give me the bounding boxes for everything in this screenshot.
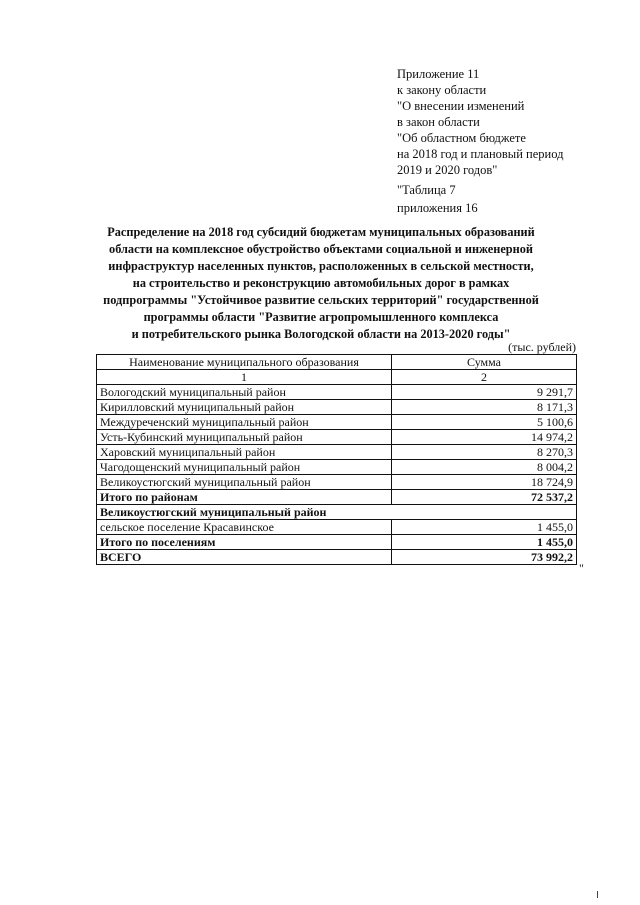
table-row — [97, 475, 577, 490]
row-name: Харовский муниципальный район — [97, 445, 392, 460]
title-line: на строительство и реконструкцию автомобильных дорог в рамках — [132, 276, 510, 290]
table-row — [97, 400, 577, 415]
appendix-line: Приложение 11 — [397, 67, 480, 81]
row-sum: 14 974,2 — [392, 430, 577, 445]
appendix-line: "Об областном бюджете — [397, 131, 526, 145]
row-sum: 1 455,0 — [392, 520, 577, 535]
row-sum: 72 537,2 — [392, 490, 577, 505]
title-line: подпрограммы "Устойчивое развитие сельских территорий" государственной — [103, 293, 539, 307]
row-name: Вологодский муниципальный район — [97, 385, 392, 400]
row-sum: 18 724,9 — [392, 475, 577, 490]
row-sum: 9 291,7 — [392, 385, 577, 400]
row-name: Великоустюгский муниципальный район — [97, 475, 392, 490]
grand-total-label: ВСЕГО — [97, 550, 392, 565]
header-number-2: 2 — [392, 370, 577, 385]
row-name: Итого по районам — [97, 490, 392, 505]
table-row — [97, 520, 577, 535]
districts-total-row — [97, 490, 577, 505]
settlements-total-row — [97, 535, 577, 550]
row-sum: 8 171,3 — [392, 400, 577, 415]
section-header: Великоустюгский муниципальный район — [97, 505, 577, 520]
table-row — [97, 460, 577, 475]
row-name: Междуреченский муниципальный район — [97, 415, 392, 430]
row-sum: 1 455,0 — [392, 535, 577, 550]
grand-total-row — [97, 550, 577, 565]
header-sum: Сумма — [392, 355, 577, 370]
row-name: Усть-Кубинский муниципальный район — [97, 430, 392, 445]
header-number-1: 1 — [97, 370, 392, 385]
table-row — [97, 415, 577, 430]
table-row — [97, 430, 577, 445]
units-label: (тыс. рублей) — [508, 340, 576, 354]
title-line: и потребительского рынка Вологодской области на 2013-2020 годы" — [131, 327, 511, 341]
table-row — [97, 385, 577, 400]
row-name: Кирилловский муниципальный район — [97, 400, 392, 415]
appendix-line: 2019 и 2020 годов" — [397, 163, 498, 177]
table-row — [97, 445, 577, 460]
header-name: Наименование муниципального образования — [97, 355, 392, 370]
title-line: инфраструктур населенных пунктов, расположенных в сельской местности, — [108, 259, 534, 273]
title-line: программы области "Развитие агропромышленного комплекса — [143, 310, 499, 324]
title-line: области на комплексное обустройство объектами социальной и инженерной — [109, 242, 533, 256]
row-name: Чагодощенский муниципальный район — [97, 460, 392, 475]
appendix-line: к закону области — [397, 83, 487, 97]
subsidy-table — [96, 354, 577, 565]
appendix-line: "О внесении изменений — [397, 99, 525, 113]
row-name: сельское поселение Красавинское — [97, 520, 392, 535]
appendix-line: "Таблица 7 — [397, 183, 456, 197]
table-header-number-row — [97, 370, 577, 385]
appendix-line: приложения 16 — [397, 201, 478, 215]
appendix-header — [397, 66, 607, 216]
title-line: Распределение на 2018 год субсидий бюджетам муниципальных образований — [107, 225, 535, 239]
closing-quote: " — [579, 561, 584, 575]
page-mark — [597, 891, 598, 898]
section-header-row — [97, 505, 577, 520]
table-header-row — [97, 355, 577, 370]
grand-total-sum: 73 992,2 — [392, 550, 577, 565]
appendix-line: в закон области — [397, 115, 480, 129]
row-name: Итого по поселениям — [97, 535, 392, 550]
appendix-line: на 2018 год и плановый период — [397, 147, 564, 161]
document-title — [95, 224, 547, 343]
row-sum: 5 100,6 — [392, 415, 577, 430]
row-sum: 8 270,3 — [392, 445, 577, 460]
row-sum: 8 004,2 — [392, 460, 577, 475]
